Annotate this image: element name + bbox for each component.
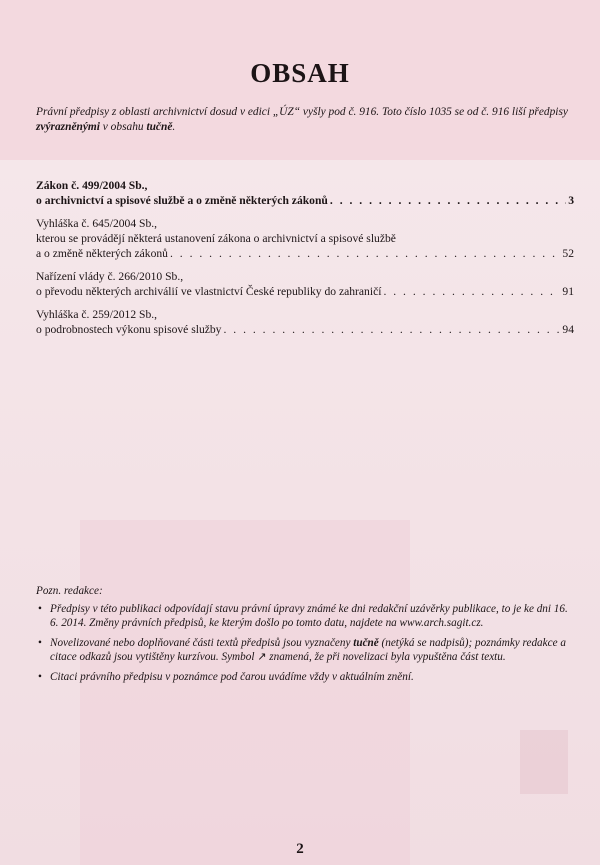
- toc-entry-subtitle: o archivnictví a spisové službě a o změně některých zákonů: [36, 194, 328, 207]
- toc-page-number: 91: [562, 285, 574, 298]
- toc-entry-subtitle: a o změně některých zákonů: [36, 247, 168, 260]
- intro-text-2: v obsahu: [99, 121, 147, 133]
- toc-entry-subtitle: o podrobnostech výkonu spisové služby: [36, 323, 222, 336]
- note-item: [36, 602, 576, 631]
- toc-entry[interactable]: [36, 269, 574, 299]
- toc-leader-dots: [223, 322, 560, 337]
- note-text: (netýká se nadpisů); poznámky redakce a citace odkazů jsou vytištěny kurzívou. Symbol: [50, 636, 566, 663]
- note-text: Novelizované nebo doplňované části textů předpisů jsou vyznačeny: [50, 636, 354, 649]
- intro-text-3: .: [172, 121, 176, 133]
- toc-entry-title: Vyhláška č. 645/2004 Sb.,: [36, 217, 158, 230]
- note-item: [36, 636, 576, 665]
- intro-text-1: Právní předpisy z oblasti archivnictví dosud v edici „ÚZ“ vyšly pod č. 916. Toto číslo 1035 se od č. 916 liší předpisy: [36, 106, 568, 118]
- toc-entry-title: Zákon č. 499/2004 Sb.,: [36, 179, 148, 192]
- page-title: OBSAH: [250, 58, 350, 88]
- notes-list: [36, 602, 576, 685]
- intro-paragraph: [36, 105, 576, 135]
- editorial-notes: [36, 584, 576, 689]
- table-of-contents: [36, 178, 574, 345]
- bullet-icon: •: [38, 636, 42, 649]
- toc-leader-dots: [330, 193, 566, 208]
- toc-entry-subtitle: o převodu některých archiválií ve vlastnictví České republiky do zahraničí: [36, 285, 382, 298]
- toc-entry[interactable]: [36, 216, 574, 261]
- toc-leader-dots: [383, 284, 560, 299]
- bullet-icon: •: [38, 602, 42, 615]
- toc-entry[interactable]: [36, 178, 574, 208]
- toc-page-number: 94: [562, 323, 574, 336]
- toc-entry-title: Nařízení vlády č. 266/2010 Sb.,: [36, 270, 184, 283]
- note-item: [36, 670, 576, 685]
- note-text: znamená, že při novelizaci byla vypuštěna část textu.: [266, 651, 506, 663]
- notes-heading: Pozn. redakce:: [36, 585, 103, 597]
- toc-entry-title: Vyhláška č. 259/2012 Sb.,: [36, 308, 158, 321]
- note-text: Citaci právního předpisu v poznámce pod čarou uvádíme vždy v aktuálním znění.: [50, 670, 414, 683]
- intro-bold-2: tučně: [146, 121, 173, 133]
- toc-leader-dots: [170, 246, 560, 261]
- toc-page-number: 52: [562, 247, 574, 260]
- page-number: 2: [296, 841, 304, 857]
- toc-entry-subtitle-line: kterou se provádějí některá ustanovení zákona o archivnictví a spisové službě: [36, 232, 396, 245]
- toc-entry[interactable]: [36, 307, 574, 337]
- note-bold-text: tučně: [353, 636, 379, 649]
- bullet-icon: •: [38, 670, 42, 683]
- intro-bold-1: zvýrazněnými: [36, 121, 100, 133]
- toc-page-number: 3: [568, 194, 574, 207]
- deletion-arrow-icon: ↗: [257, 650, 267, 663]
- note-text: Předpisy v této publikaci odpovídají stavu právní úpravy známé ke dni redakční uzávěrky publikace, to je ke dni 16. 6. 2014. Změny právních předpisů, ke kterým došlo po tomto datu, najdete na www.arch.sagit.cz.: [50, 602, 568, 629]
